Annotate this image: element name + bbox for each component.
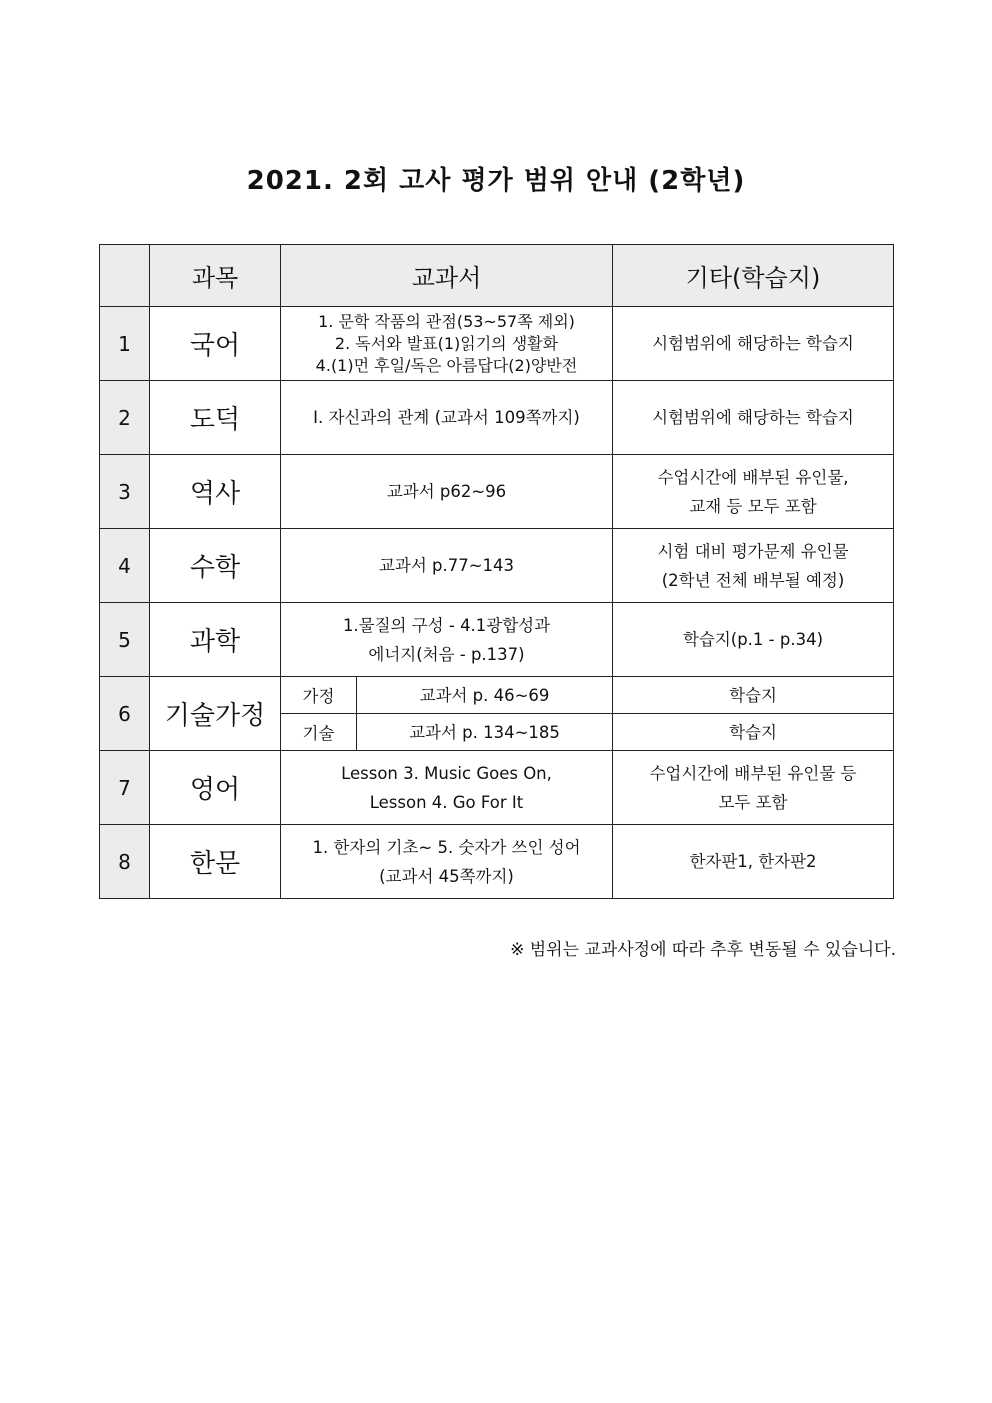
other-line: 한자판1, 한자판2 [689, 852, 817, 871]
textbook-line: 2. 독서와 발표(1)읽기의 생활화 [334, 333, 559, 353]
header-subject: 과목 [150, 245, 281, 307]
table-row [100, 529, 894, 603]
textbook-line: Lesson 3. Music Goes On, [341, 763, 552, 783]
table-row [100, 307, 894, 381]
textbook-line: 1. 한자의 기초~ 5. 숫자가 쓰인 성어 [312, 837, 581, 857]
subject-name: 도덕 [150, 381, 281, 455]
row-number: 5 [100, 603, 150, 677]
row-number: 2 [100, 381, 150, 455]
other-materials [613, 529, 894, 603]
textbook-line: 1. 문학 작품의 관점(53~57쪽 제외) [318, 311, 575, 331]
other-line: 모두 포함 [718, 792, 788, 812]
textbook-line: Lesson 4. Go For It [369, 792, 524, 812]
textbook-line: 4.(1)먼 후일/독은 아름답다(2)양반전 [315, 355, 578, 375]
other-materials [613, 455, 894, 529]
row-number: 3 [100, 455, 150, 529]
subject-name: 국어 [150, 307, 281, 381]
other-materials: 학습지 [613, 677, 894, 714]
header-number [100, 245, 150, 307]
other-materials [613, 603, 894, 677]
footnote: ※ 범위는 교과사정에 따라 추후 변동될 수 있습니다. [510, 940, 896, 960]
textbook-range [281, 455, 613, 529]
textbook-range [281, 603, 613, 677]
other-materials [613, 381, 894, 455]
row-number: 6 [100, 677, 150, 751]
other-line: 교재 등 모두 포함 [689, 496, 817, 516]
textbook-range [281, 529, 613, 603]
subject-name: 한문 [150, 825, 281, 899]
other-line: 수업시간에 배부된 유인물, [657, 467, 849, 487]
other-line: 수업시간에 배부된 유인물 등 [649, 763, 857, 783]
row-number: 8 [100, 825, 150, 899]
textbook-range: 교과서 p. 46~69 [357, 677, 613, 714]
table-row [100, 825, 894, 899]
other-materials [613, 825, 894, 899]
table-row [100, 751, 894, 825]
table-row [100, 381, 894, 455]
textbook-range [281, 381, 613, 455]
other-line: 학습지(p.1 - p.34) [682, 630, 824, 649]
row-number: 4 [100, 529, 150, 603]
textbook-line: I. 자신과의 관계 (교과서 109쪽까지) [313, 408, 580, 427]
sub-subject-label: 기술 [281, 714, 357, 751]
page-title: 2021. 2회 고사 평가 범위 안내 (2학년) [246, 166, 746, 196]
textbook-line: 에너지(처음 - p.137) [368, 644, 525, 664]
textbook-line: (교과서 45쪽까지) [379, 866, 514, 886]
other-line: 시험 대비 평가문제 유인물 [657, 541, 849, 561]
textbook-range [281, 307, 613, 381]
subject-name: 역사 [150, 455, 281, 529]
table-row [100, 677, 894, 714]
textbook-line: 교과서 p.77~143 [378, 556, 515, 575]
subject-name: 과학 [150, 603, 281, 677]
other-line: 시험범위에 해당하는 학습지 [652, 408, 854, 427]
table-header-row [100, 245, 894, 307]
table-row [100, 603, 894, 677]
textbook-range [281, 751, 613, 825]
sub-subject-label: 가정 [281, 677, 357, 714]
textbook-line: 1.물질의 구성 - 4.1광합성과 [342, 615, 551, 635]
textbook-range: 교과서 p. 134~185 [357, 714, 613, 751]
table-row [100, 455, 894, 529]
row-number: 7 [100, 751, 150, 825]
row-number: 1 [100, 307, 150, 381]
subject-name: 영어 [150, 751, 281, 825]
textbook-line: 교과서 p62~96 [386, 482, 507, 501]
other-line: 시험범위에 해당하는 학습지 [652, 334, 854, 353]
subject-name: 기술가정 [150, 677, 281, 751]
textbook-range [281, 825, 613, 899]
header-other: 기타(학습지) [613, 245, 894, 307]
subject-name: 수학 [150, 529, 281, 603]
exam-range-table [99, 244, 894, 899]
other-line: (2학년 전체 배부될 예정) [661, 570, 845, 590]
header-textbook: 교과서 [281, 245, 613, 307]
other-materials: 학습지 [613, 714, 894, 751]
other-materials [613, 307, 894, 381]
other-materials [613, 751, 894, 825]
